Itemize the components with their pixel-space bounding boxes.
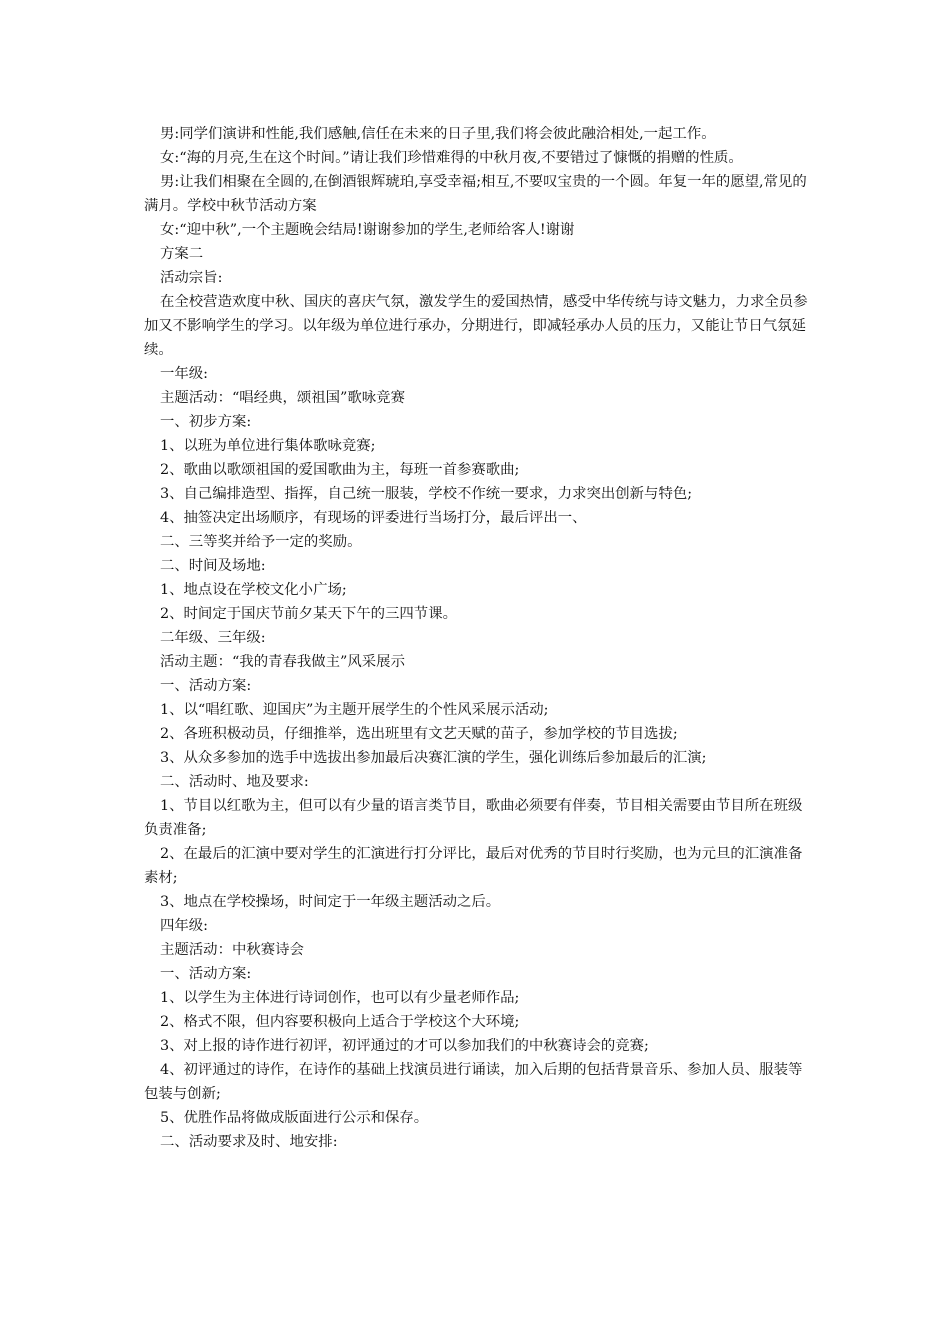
- list-item: 3、对上报的诗作进行初评，初评通过的才可以参加我们的中秋赛诗会的竞赛;: [160, 1038, 649, 1054]
- list-item: 2、在最后的汇演中要对学生的汇演进行打分评比，最后对优秀的节目时行奖励，也为元旦的汇演准备素材;: [144, 846, 803, 886]
- list-item: 5、优胜作品将做成版面进行公示和保存。: [160, 1110, 429, 1126]
- purpose-text: 在全校营造欢度中秋、国庆的喜庆气氛，激发学生的爱国热情，感受中华传统与诗文魅力，力求全员参加又不影响学生的学习。以年级为单位进行承办，分期进行，即减轻承办人员的压力，又能让节日气氛延续。: [144, 294, 808, 358]
- heading-grade-two-three: 二年级、三年级:: [160, 630, 266, 646]
- grade-one-theme: 主题活动：“唱经典，颂祖国”歌咏竞赛: [160, 390, 405, 406]
- list-item: 3、地点在学校操场，时间定于一年级主题活动之后。: [160, 894, 501, 910]
- grade-two-three-theme: 活动主题：“我的青春我做主”风采展示: [160, 654, 405, 670]
- heading-grade-one: 一年级:: [160, 366, 209, 382]
- list-item: 1、以“唱红歌、迎国庆”为主题开展学生的个性风采展示活动;: [160, 702, 549, 718]
- document-page: [144, 122, 816, 1154]
- grade-two-three-requirements-heading: 二、活动时、地及要求:: [160, 774, 309, 790]
- grade-one-plan-heading: 一、初步方案:: [160, 414, 252, 430]
- grade-two-three-plan-heading: 一、活动方案:: [160, 678, 252, 694]
- section-heading-plan-two: 方案二: [160, 246, 204, 262]
- grade-four-requirements-heading: 二、活动要求及时、地安排:: [160, 1134, 338, 1150]
- heading-grade-four: 四年级:: [160, 918, 209, 934]
- list-item: 1、节目以红歌为主，但可以有少量的语言类节目，歌曲必须要有伴奏，节目相关需要由节目所在班级负责准备;: [144, 798, 803, 838]
- dialogue-male-2: 男:让我们相聚在全圆的,在倒酒银辉琥珀,享受幸福;相互,不要叹宝贵的一个圆。年复一年的愿望,常见的满月。学校中秋节活动方案: [144, 174, 807, 214]
- list-item: 2、时间定于国庆节前夕某天下午的三四节课。: [160, 606, 457, 622]
- grade-one-time-heading: 二、时间及场地:: [160, 558, 266, 574]
- grade-four-plan-heading: 一、活动方案:: [160, 966, 252, 982]
- list-item: 1、以班为单位进行集体歌咏竞赛;: [160, 438, 376, 454]
- heading-purpose: 活动宗旨:: [160, 270, 223, 286]
- list-item: 4、初评通过的诗作，在诗作的基础上找演员进行诵读，加入后期的包括背景音乐、参加人员、服装等包装与创新;: [144, 1062, 803, 1102]
- dialogue-female-2: 女:“迎中秋”,一个主题晚会结局!谢谢参加的学生,老师给客人!谢谢: [160, 222, 575, 238]
- list-item: 3、自己编排造型、指挥，自己统一服装，学校不作统一要求，力求突出创新与特色;: [160, 486, 693, 502]
- list-item: 1、以学生为主体进行诗词创作，也可以有少量老师作品;: [160, 990, 520, 1006]
- list-item: 二、三等奖并给予一定的奖励。: [160, 534, 362, 550]
- list-item: 4、抽签决定出场顺序，有现场的评委进行当场打分，最后评出一、: [160, 510, 587, 526]
- dialogue-male-1: 男:同学们演讲和性能,我们感触,信任在未来的日子里,我们将会彼此融洽相处,一起工作。: [160, 126, 716, 142]
- list-item: 2、各班积极动员，仔细推举，选出班里有文艺天赋的苗子，参加学校的节目选拔;: [160, 726, 678, 742]
- list-item: 2、格式不限，但内容要积极向上适合于学校这个大环境;: [160, 1014, 520, 1030]
- dialogue-female-1: 女:“海的月亮,生在这个时间。”请让我们珍惜难得的中秋月夜,不要错过了慷慨的捐赠的性质。: [160, 150, 743, 166]
- grade-four-theme: 主题活动：中秋赛诗会: [160, 942, 304, 958]
- list-item: 1、地点设在学校文化小广场;: [160, 582, 347, 598]
- list-item: 2、歌曲以歌颂祖国的爱国歌曲为主，每班一首参赛歌曲;: [160, 462, 520, 478]
- list-item: 3、从众多参加的选手中选拔出参加最后决赛汇演的学生，强化训练后参加最后的汇演;: [160, 750, 707, 766]
